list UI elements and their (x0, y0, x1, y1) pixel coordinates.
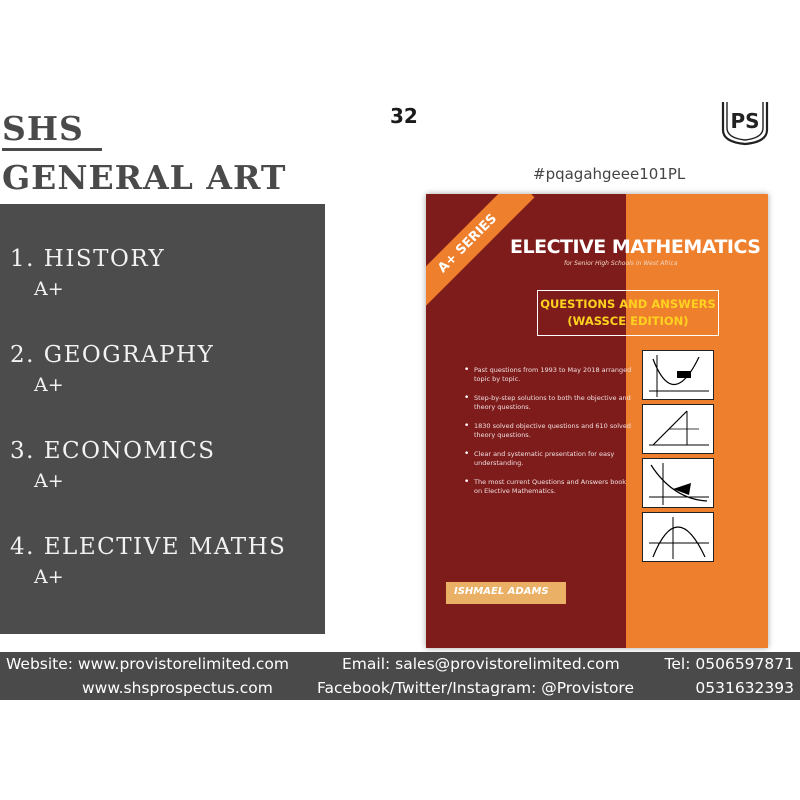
graph-illustration-3 (642, 458, 714, 508)
footer-tel-1: Tel: 0506597871 (664, 655, 794, 673)
book-bullets (464, 366, 634, 506)
subject-name: 3. ECONOMICS (10, 438, 216, 464)
product-code: #pqagahgeee101PL (533, 165, 686, 183)
heading-underline (2, 148, 102, 151)
series-ribbon: A+ SERIES (426, 194, 534, 310)
book-subtitle: for Senior High Schools in West Africa (564, 260, 678, 267)
subject-grade: A+ (34, 566, 64, 588)
footer-email: Email: sales@provistorelimited.com (342, 655, 620, 673)
book-bullet: • Past questions from 1993 to May 2018 arranged topic by topic. (464, 366, 634, 384)
subject-item (10, 534, 286, 588)
page-number: 32 (390, 104, 418, 128)
qa-box (537, 290, 719, 336)
footer-website-2: www.shsprospectus.com (82, 679, 273, 697)
graph-illustration-1 (642, 350, 714, 400)
footer-social: Facebook/Twitter/Instagram: @Provistore (317, 679, 635, 697)
subject-item (10, 342, 214, 396)
qa-line-2: (WASSCE EDITION) (567, 314, 689, 328)
book-bullet: • 1830 solved objective questions and 610 solved theory questions. (464, 422, 634, 440)
logo-text: PS (730, 109, 760, 133)
subject-grade: A+ (34, 278, 64, 300)
footer-website: Website: www.provistorelimited.com (6, 655, 290, 673)
subject-name: 2. GEOGRAPHY (10, 342, 215, 368)
subject-grade: A+ (34, 374, 64, 396)
subject-item (10, 438, 215, 492)
subject-grade: A+ (34, 470, 64, 492)
book-title: ELECTIVE MATHEMATICS (510, 236, 761, 258)
book-bullet: • Clear and systematic presentation for easy understanding. (464, 450, 634, 468)
subject-panel (0, 204, 325, 634)
subject-item (10, 246, 165, 300)
graph-illustration-2 (642, 404, 714, 454)
qa-line-1: QUESTIONS AND ANSWERS (540, 297, 716, 311)
ps-shield-logo (720, 100, 770, 146)
heading-line-2: GENERAL ART (2, 158, 287, 197)
book-cover (426, 194, 768, 648)
book-bullet: • Step-by-step solutions to both the objective and theory questions. (464, 394, 634, 412)
subject-name: 1. HISTORY (10, 246, 166, 272)
subject-name: 4. ELECTIVE MATHS (10, 534, 287, 560)
book-author: ISHMAEL ADAMS (454, 586, 549, 597)
contact-footer (0, 652, 800, 700)
heading-line-1: SHS (2, 109, 84, 148)
page-heading (2, 109, 287, 197)
graph-illustration-4 (642, 512, 714, 562)
book-bullet: • The most current Questions and Answers book on Elective Mathematics. (464, 478, 634, 496)
footer-tel-2: 0531632393 (695, 679, 794, 697)
